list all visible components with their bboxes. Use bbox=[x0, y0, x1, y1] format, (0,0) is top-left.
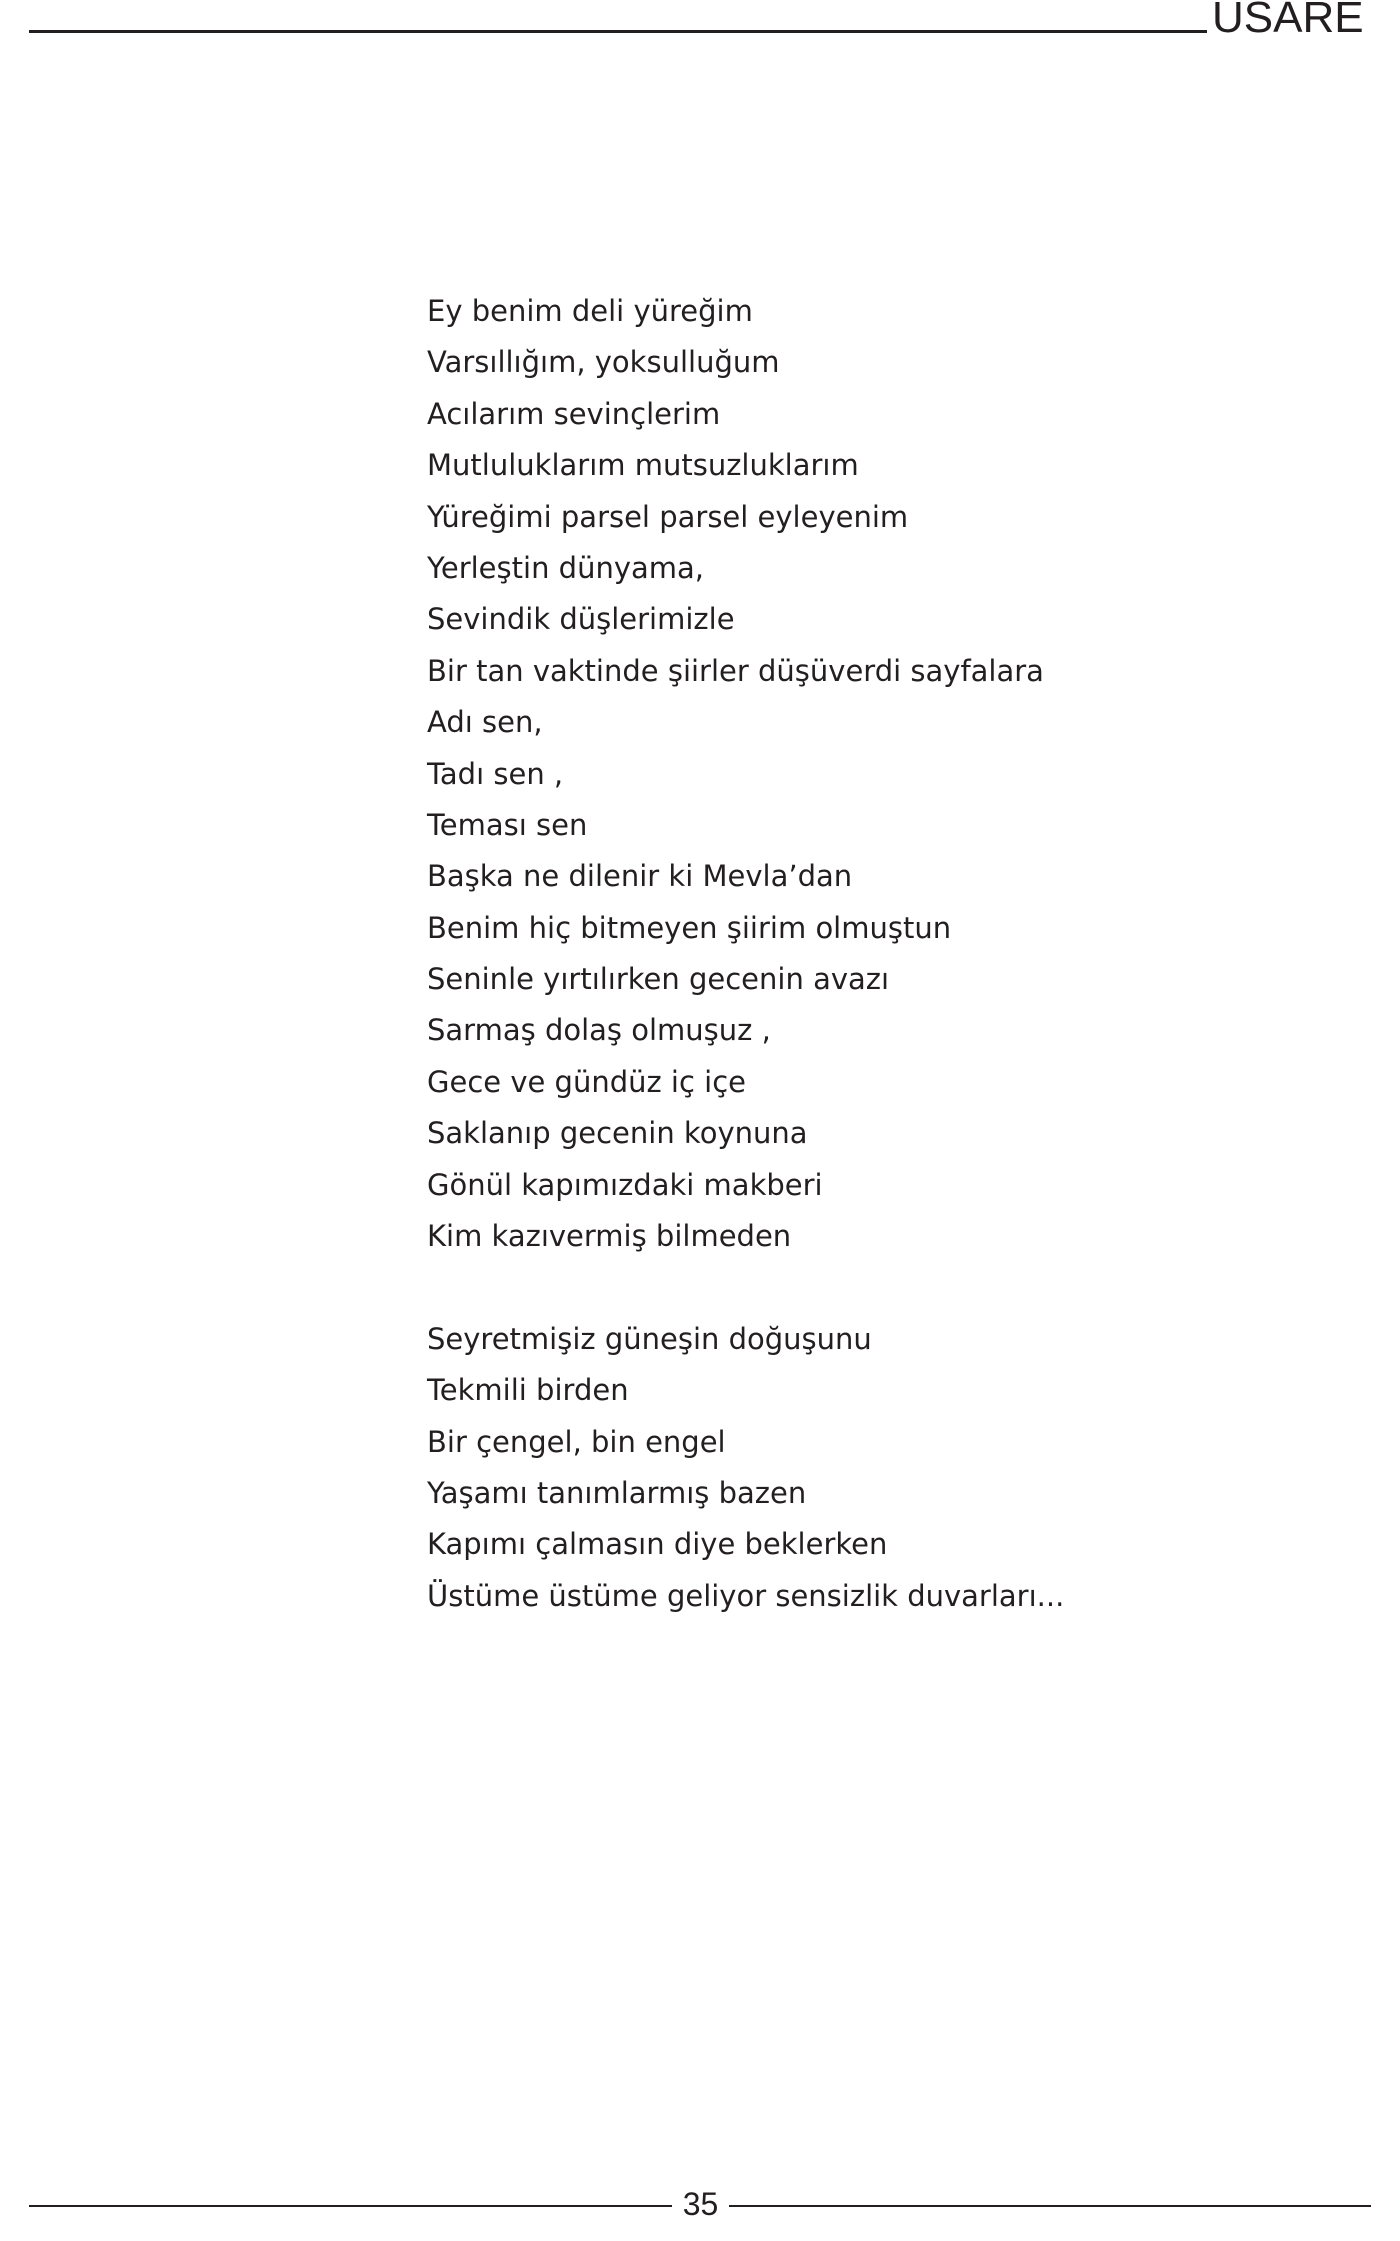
poem-line: Başka ne dilenir ki Mevla’dan bbox=[427, 859, 853, 894]
poem-line: Teması sen bbox=[427, 807, 588, 842]
poem-line: Kapımı çalmasın diye beklerken bbox=[427, 1527, 888, 1562]
running-header-title: USARE bbox=[1212, 0, 1364, 42]
poem-line: Kim kazıvermiş bilmeden bbox=[427, 1219, 792, 1254]
poem-line: Gönül kapımızdaki makberi bbox=[427, 1167, 823, 1202]
poem-line: Benim hiç bitmeyen şiirim olmuştun bbox=[427, 910, 952, 945]
poem-line: Bir çengel, bin engel bbox=[427, 1424, 726, 1459]
poem-line: Sevindik düşlerimizle bbox=[427, 602, 735, 637]
poem bbox=[427, 286, 1227, 1622]
footer-rule-right bbox=[729, 2205, 1371, 2207]
stanza-1 bbox=[427, 286, 1227, 1262]
poem-line: Üstüme üstüme geliyor sensizlik duvarları... bbox=[427, 1578, 1065, 1613]
poem-line: Acılarım sevinçlerim bbox=[427, 396, 721, 431]
stanza-2 bbox=[427, 1314, 1227, 1622]
header-rule bbox=[29, 30, 1207, 33]
poem-line: Sarmaş dolaş olmuşuz , bbox=[427, 1013, 771, 1048]
poem-line: Seyretmişiz güneşin doğuşunu bbox=[427, 1321, 872, 1356]
poem-line: Seninle yırtılırken gecenin avazı bbox=[427, 962, 890, 997]
poem-line: Yerleştin dünyama, bbox=[427, 550, 705, 585]
poem-line: Varsıllığım, yoksulluğum bbox=[427, 345, 780, 380]
footer-rule-left bbox=[29, 2205, 672, 2207]
poem-line: Gece ve gündüz iç içe bbox=[427, 1064, 746, 1099]
poem-line: Yaşamı tanımlarmış bazen bbox=[427, 1475, 807, 1510]
poem-line: Adı sen, bbox=[427, 705, 543, 740]
poem-line: Ey benim deli yüreğim bbox=[427, 294, 753, 328]
page-number: 35 bbox=[682, 2186, 719, 2222]
poem-line: Saklanıp gecenin koynuna bbox=[427, 1116, 808, 1151]
poem-line: Yüreğimi parsel parsel eyleyenim bbox=[427, 499, 909, 534]
poem-line: Mutluluklarım mutsuzluklarım bbox=[427, 448, 859, 483]
poem-line: Tekmili birden bbox=[427, 1373, 629, 1408]
poem-line: Bir tan vaktinde şiirler düşüverdi sayfalara bbox=[427, 653, 1044, 688]
poem-line: Tadı sen , bbox=[427, 756, 564, 791]
